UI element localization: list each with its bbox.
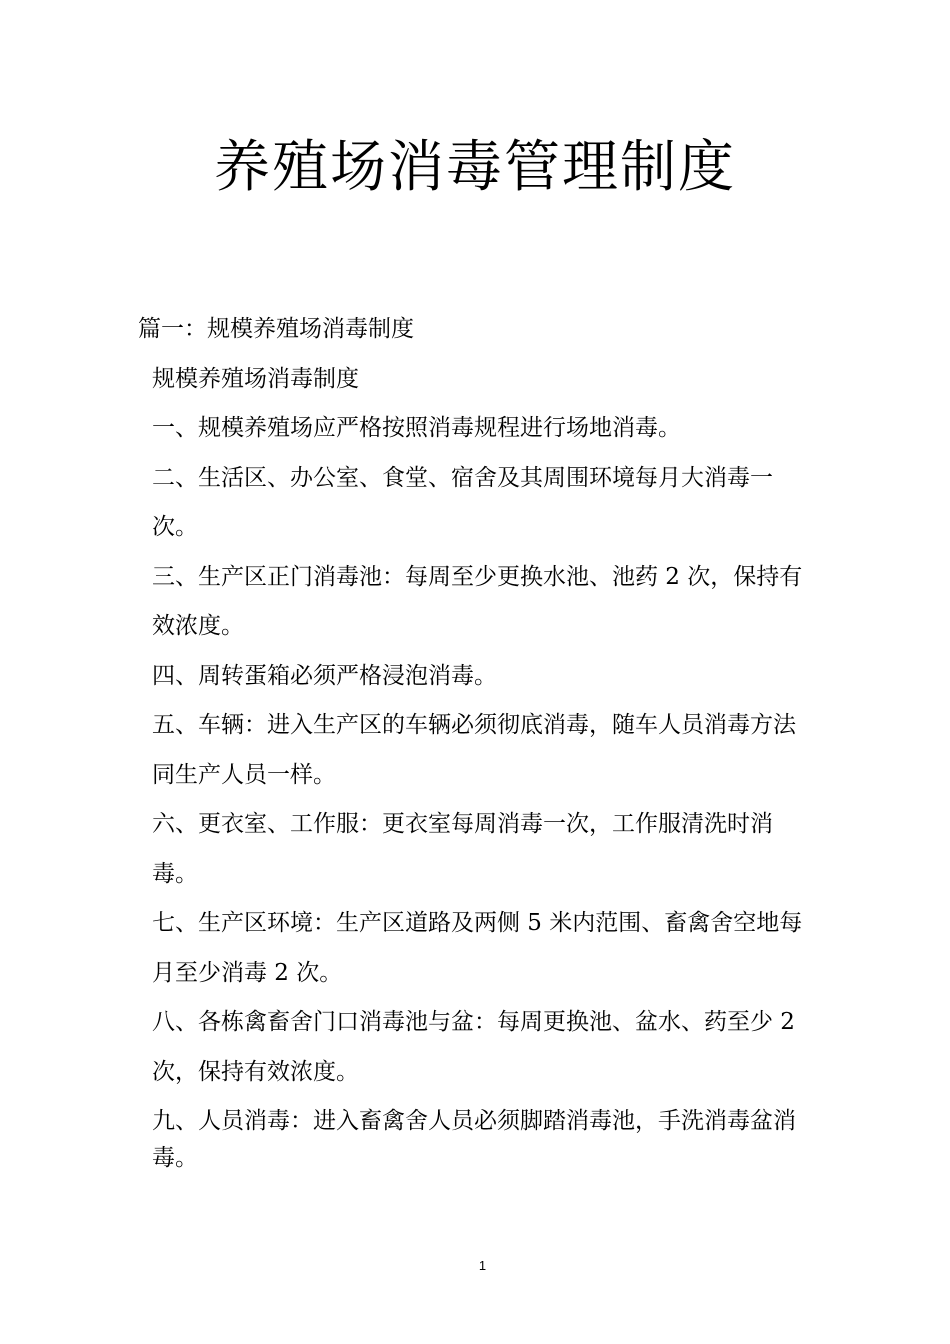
rule-item-7: 七、生产区环境：生产区道路及两侧 5 米内范围、畜禽舍空地每月至少消毒 2 次。	[152, 910, 803, 986]
document-body	[138, 305, 818, 1177]
section-heading: 篇一：规模养殖场消毒制度	[138, 316, 414, 342]
rule-item-6: 六、更衣室、工作服：更衣室每周消毒一次，工作服清洗时消毒。	[152, 811, 773, 887]
page-number: 1	[478, 1258, 487, 1273]
rule-item-8: 八、各栋禽畜舍门口消毒池与盆：每周更换池、盆水、药至少 2 次，保持有效浓度。	[152, 1009, 795, 1085]
rule-item-2: 二、生活区、办公室、食堂、宿舍及其周围环境每月大消毒一次。	[152, 464, 773, 540]
rule-item-4: 四、周转蛋箱必须严格浸泡消毒。	[152, 662, 497, 689]
rule-item-9: 九、人员消毒：进入畜禽舍人员必须脚踏消毒池，手洗消毒盆消毒。	[152, 1108, 796, 1171]
rule-item-5: 五、车辆：进入生产区的车辆必须彻底消毒，随车人员消毒方法同生产人员一样。	[152, 712, 796, 788]
document-title: 养殖场消毒管理制度	[214, 135, 736, 200]
rule-item-3: 三、生产区正门消毒池：每周至少更换水池、池药 2 次，保持有效浓度。	[152, 563, 803, 639]
subheading: 规模养殖场消毒制度	[152, 365, 359, 392]
rule-item-1: 一、规模养殖场应严格按照消毒规程进行场地消毒。	[152, 415, 681, 441]
